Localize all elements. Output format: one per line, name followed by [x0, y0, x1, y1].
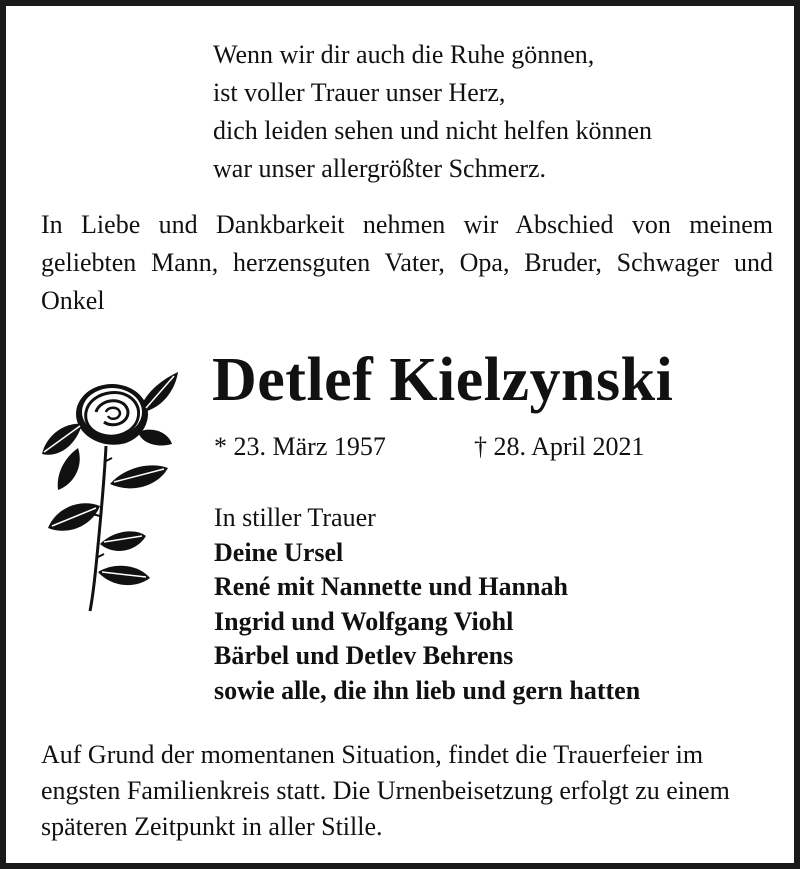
intro-text: In Liebe und Dankbarkeit nehmen wir Abschied von meinem geliebten Mann, herzensguten Vater, Opa, Bruder, Schwager und Onkel [41, 210, 773, 315]
birth-date: * 23. März 1957 [214, 432, 386, 461]
poem [213, 36, 652, 188]
death-date: † 28. April 2021 [474, 432, 645, 461]
mourners-heading: In stiller Trauer [214, 503, 376, 532]
poem-line: Wenn wir dir auch die Ruhe gönnen, [213, 40, 595, 69]
closing-text: Auf Grund der momentanen Situation, findet die Trauerfeier im engsten Familienkreis statt. Die Urnenbeisetzung erfolgt zu einem späteren Zeitpunkt in aller Stille. [41, 740, 730, 841]
mourner-entry: Ingrid und Wolfgang Viohl [214, 606, 514, 636]
mourner-entry: sowie alle, die ihn lieb und gern hatten [214, 675, 641, 705]
mourner-entry: Deine Ursel [214, 537, 344, 567]
poem-line: war unser allergrößter Schmerz. [213, 154, 547, 183]
mourners-list [214, 501, 640, 708]
mourner-entry: Bärbel und Detlev Behrens [214, 641, 514, 670]
poem-line: ist voller Trauer unser Herz, [213, 78, 506, 107]
poem-line: dich leiden sehen und nicht helfen können [213, 116, 652, 145]
deceased-name: Detlef Kielzynski [212, 346, 674, 414]
rose-illustration-icon [34, 366, 184, 616]
mourner-entry: René mit Nannette und Hannah [214, 572, 568, 601]
